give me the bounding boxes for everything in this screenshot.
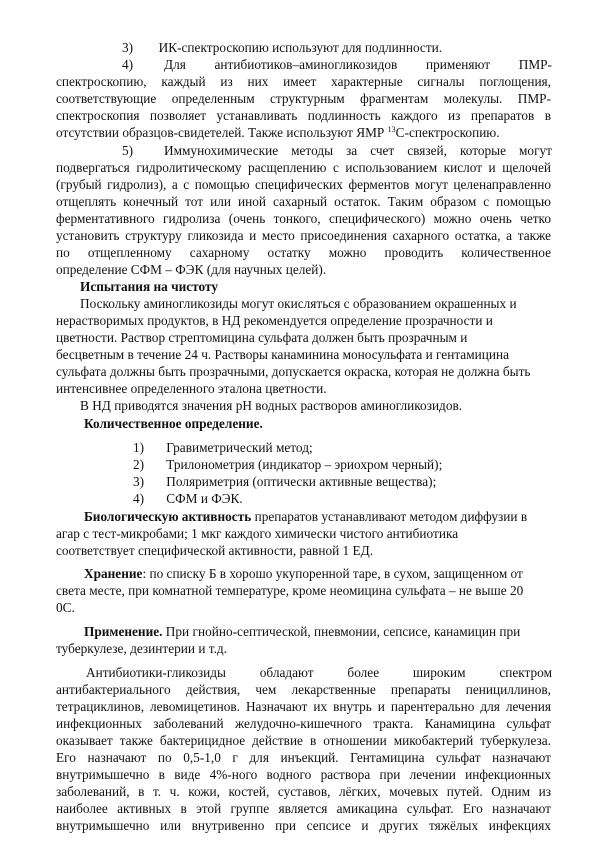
purity-line-6: интенсивнее определенного эталона цветности. [56,381,327,396]
glyco-line-9: наиболее активных в этой группе является амикацина сульфат. Его назначают [56,801,551,816]
purity-line-5: сульфата должны быть прозрачными, допускается окраска, которая не должна быть [56,364,531,379]
quant-heading: Количественное определение. [84,416,263,431]
pmr-line-1: Для антибиотиков–аминогликозидов применяют ПМР- [164,57,552,72]
immuno-line-3: (грубый гидролиз), а с помощью специфических ферментов могут целенаправленно [56,177,551,192]
storage-line-3: 0С. [56,600,75,615]
immuno-line-2: подвергаться гидролитическому расщеплению с использованием кислот и щелочей [56,160,551,175]
use-line-1: Применение. При гнойно-септической, пневмонии, сепсисе, канамицин при [84,624,521,639]
use-line-2: туберкулезе, дезинтерии и т.д. [56,641,227,656]
purity-line-4: бесцветным в течение 24 ч. Растворы канаминина моносульфата и гентамицина [56,347,509,362]
list-item-immuno: 5) [122,143,134,158]
glyco-line-8: заболеваний, в т. ч. кожи, костей, суставов, лёгких, мочевых путей. Одним из [56,784,551,799]
isotope-superscript: 13 [387,125,396,134]
glyco-line-6: Его назначают по 0,5-1,0 г для инъекций. Гентамицина сульфат назначают [56,750,551,765]
bio-line-2: агар с тест-микробами; 1 мкг каждого химически чистого антибиотика [56,526,459,541]
storage-line-2: света месте, при комнатной температуре, кроме неомицина сульфата – не выше 20 [56,583,524,598]
storage-line-1: Хранение: по списку Б в хорошо укупоренной таре, в сухом, защищенном от [84,566,523,581]
quant-item-3: 3) Поляриметрия (оптически активные вещества); [133,474,437,489]
glyco-line-3: тетрациклинов, левомицетинов. Назначают их внутрь и парентерально для лечения [56,699,551,714]
glyco-line-7: внутримышечно в виде 4%-ного водного раствора при лечении инфекционных [56,767,551,782]
immuno-line-7: по отщепленному сахарному остатку можно проводить количественное [56,245,551,260]
immuno-line-8: определение СФМ – ФЭК (для научных целей). [56,262,327,277]
pmr-line-2: спектроскопию, каждый из них имеет характерные сигналы поглощения, [56,74,551,89]
bio-line-3: соответствует специфической активности, равной 1 ЕД. [56,543,374,558]
glyco-line-1: Антибиотики-гликозиды обладают более широким спектром [86,665,552,680]
quant-item-2: 2) Трилонометрия (индикатор – эриохром черный); [133,457,443,472]
purity-line-3: цветности. Раствор стрептомицина сульфата должен быть прозрачным и [56,330,468,345]
quant-item-4: 4) СФМ и ФЭК. [133,491,243,506]
pmr-line-4: спектроскопия позволяет устанавливать подлинность каждого из препаратов в [56,108,551,123]
pmr-line-5: отсутствии образцов-свидетелей. Также используют ЯМР $^{13}$С-спектроскопию. [56,125,500,140]
glyco-line-10: внутримышечно или внутривенно при сепсисе и других тяжёлых инфекциях [56,818,551,833]
immuno-line-5: ферментативного гидролиза (очень тонкого, специфического) можно очень четко [56,211,551,226]
list-item-ir: 3) ИК-спектроскопию используют для подлинности. [122,40,443,55]
list-item-pmr: 4) [122,57,134,72]
glyco-line-2: антибактериального действия, чем лекарственные препараты пенициллинов, [56,682,551,697]
pmr-line-3: соответствующие определенным структурным фрагментам молекулы. ПМР- [56,91,551,106]
purity-heading: Испытания на чистоту [80,279,219,294]
bio-line-1: Биологическую активность препаратов устанавливают методом диффузии в [84,509,528,524]
glyco-line-5: оказывает также бактерицидное действие в отношении микобактерий туберкулеза. [56,733,551,748]
immuno-line-6: установить структуру гликозида и место присоединения сахарного остатка, а также [56,228,551,243]
purity-ph-line: В НД приводятся значения рН водных растворов аминогликозидов. [80,398,463,413]
purity-line-2: нерастворимых продуктов, в НД рекомендуется определение прозрачности и [56,313,493,328]
purity-line-1: Поскольку аминогликозиды могут окисляться с образованием окрашенных и [80,296,517,311]
quant-item-1: 1) Гравиметрический метод; [133,440,313,455]
glyco-line-4: инфекционных заболеваний желудочно-кишечного тракта. Канамицина сульфат [56,716,551,731]
immuno-line-1: Иммунохимические методы за счет связей, которые могут [164,143,552,158]
immuno-line-4: отщеплять конечный тот или иной сахарный остаток. Таким образом с помощью [56,194,551,209]
